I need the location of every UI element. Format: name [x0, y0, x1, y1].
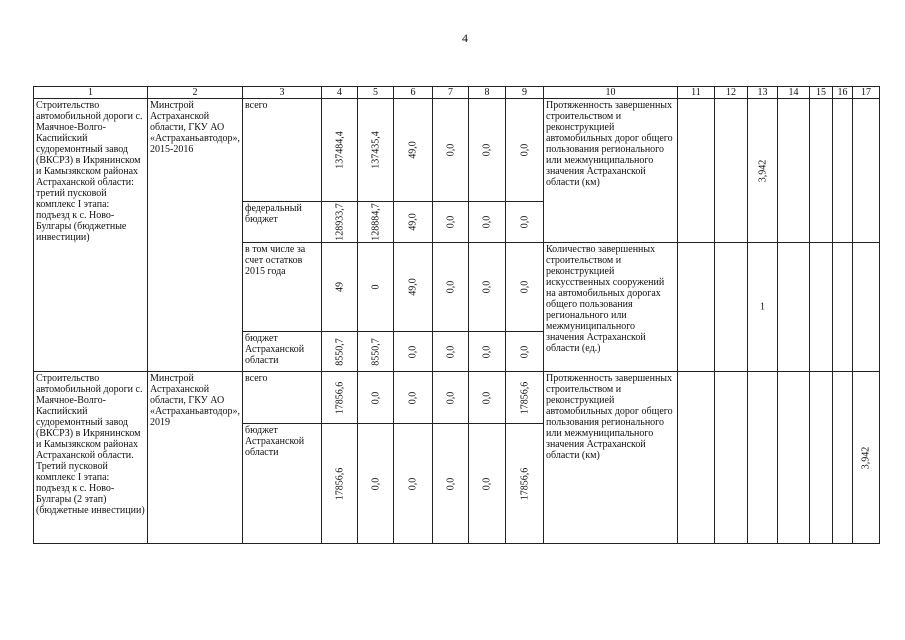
source-label-cell: в том числе за счет остатков 2015 года	[243, 243, 322, 332]
column-header: 4	[322, 87, 358, 99]
customer-cell: Минстрой Астраханской области, ГКУ АО «Астраханьавтодор», 2015-2016	[148, 99, 243, 372]
column-header: 17	[853, 87, 880, 99]
value-cell: 0,0	[469, 243, 506, 332]
customer-cell: Минстрой Астраханской области, ГКУ АО «Астраханьавтодор», 2019	[148, 372, 243, 544]
empty-cell	[833, 243, 853, 372]
value-cell: 137435,4	[358, 99, 394, 202]
value-cell: 0,0	[506, 202, 544, 243]
value-cell: 0,0	[433, 202, 469, 243]
empty-cell	[678, 99, 715, 243]
empty-cell	[778, 99, 810, 243]
empty-cell	[778, 243, 810, 372]
empty-cell	[810, 99, 833, 243]
value-cell: 0	[358, 243, 394, 332]
empty-cell	[833, 372, 853, 544]
value-cell: 128933,7	[322, 202, 358, 243]
value-cell: 49,0	[394, 243, 433, 332]
source-label-cell: бюджет Астраханской области	[243, 332, 322, 372]
value-cell: 0,0	[469, 424, 506, 544]
source-label-cell: бюджет Астраханской области	[243, 424, 322, 544]
object-name-cell: Строительство автомобильной дороги с. Маячное-Волго-Каспийский судоремонтный завод (ВКСРЗ) в Икрянинском и Камызякском районах Астраханской области: третий пусковой комплекс I этапа: подъезд к с. Ново-Булгары (бюджетные инвестиции)	[34, 99, 148, 372]
value-cell: 0,0	[433, 99, 469, 202]
value-cell: 49,0	[394, 99, 433, 202]
value-cell: 17856,6	[506, 424, 544, 544]
value-cell: 8550,7	[322, 332, 358, 372]
empty-cell	[748, 372, 778, 544]
value-cell: 17856,6	[322, 372, 358, 424]
empty-cell	[715, 372, 748, 544]
value-cell: 0,0	[394, 424, 433, 544]
value-cell: 0,0	[433, 243, 469, 332]
indicator-cell: Количество завершенных строительством и реконструкцией искусственных сооружений на автомобильных дорогах общего пользования регионального или межмуниципального значения Астраханской области (ед.)	[544, 243, 678, 372]
value-cell: 8550,7	[358, 332, 394, 372]
column-header: 7	[433, 87, 469, 99]
column-header: 16	[833, 87, 853, 99]
empty-cell	[678, 243, 715, 372]
empty-cell	[810, 372, 833, 544]
value-cell: 128884,7	[358, 202, 394, 243]
program-table	[33, 86, 880, 544]
column-header: 10	[544, 87, 678, 99]
column-header: 14	[778, 87, 810, 99]
value-cell: 0,0	[506, 243, 544, 332]
column-header: 13	[748, 87, 778, 99]
column-header: 9	[506, 87, 544, 99]
value-cell: 1	[748, 243, 778, 372]
empty-cell	[715, 99, 748, 243]
value-cell: 0,0	[469, 99, 506, 202]
page-number: 4	[462, 31, 468, 45]
empty-cell	[715, 243, 748, 372]
value-cell: 49	[322, 243, 358, 332]
table-row	[34, 99, 880, 202]
source-label-cell: федеральный бюджет	[243, 202, 322, 243]
empty-cell	[853, 99, 880, 243]
column-header: 1	[34, 87, 148, 99]
value-cell: 0,0	[358, 372, 394, 424]
value-cell: 0,0	[358, 424, 394, 544]
object-name-cell: Строительство автомобильной дороги с. Маячное-Волго-Каспийский судоремонтный завод (ВКСРЗ) в Икрянинском и Камызякском районах Астраханской области. Третий пусковой комплекс I этапа: подъезд к с. Ново-Булгары (2 этап) (бюджетные инвестиции)	[34, 372, 148, 544]
indicator-cell: Протяженность завершенных строительством и реконструкцией автомобильных дорог общего пользования регионального или межмуниципального значения Астраханской области (км)	[544, 372, 678, 544]
value-cell: 3,942	[748, 99, 778, 243]
empty-cell	[853, 243, 880, 372]
empty-cell	[778, 372, 810, 544]
value-cell: 0,0	[469, 372, 506, 424]
value-cell: 17856,6	[322, 424, 358, 544]
empty-cell	[810, 243, 833, 372]
column-header: 5	[358, 87, 394, 99]
column-header: 2	[148, 87, 243, 99]
source-label-cell: всего	[243, 372, 322, 424]
column-header: 3	[243, 87, 322, 99]
indicator-cell: Протяженность завершенных строительством и реконструкцией автомобильных дорог общего пользования регионального или межмуниципального значения Астраханской области (км)	[544, 99, 678, 243]
value-cell: 3,942	[853, 372, 880, 544]
empty-cell	[833, 99, 853, 243]
value-cell: 0,0	[394, 372, 433, 424]
value-cell: 0,0	[433, 372, 469, 424]
value-cell: 17856,6	[506, 372, 544, 424]
value-cell: 0,0	[469, 332, 506, 372]
column-header: 8	[469, 87, 506, 99]
value-cell: 0,0	[506, 99, 544, 202]
value-cell: 0,0	[433, 332, 469, 372]
column-header: 6	[394, 87, 433, 99]
value-cell: 0,0	[394, 332, 433, 372]
value-cell: 137484,4	[322, 99, 358, 202]
value-cell: 0,0	[469, 202, 506, 243]
value-cell: 0,0	[433, 424, 469, 544]
value-cell: 49,0	[394, 202, 433, 243]
table-row	[34, 372, 880, 424]
column-header: 15	[810, 87, 833, 99]
source-label-cell: всего	[243, 99, 322, 202]
value-cell: 0,0	[506, 332, 544, 372]
column-header: 12	[715, 87, 748, 99]
empty-cell	[678, 372, 715, 544]
column-number-row	[34, 87, 880, 99]
column-header: 11	[678, 87, 715, 99]
